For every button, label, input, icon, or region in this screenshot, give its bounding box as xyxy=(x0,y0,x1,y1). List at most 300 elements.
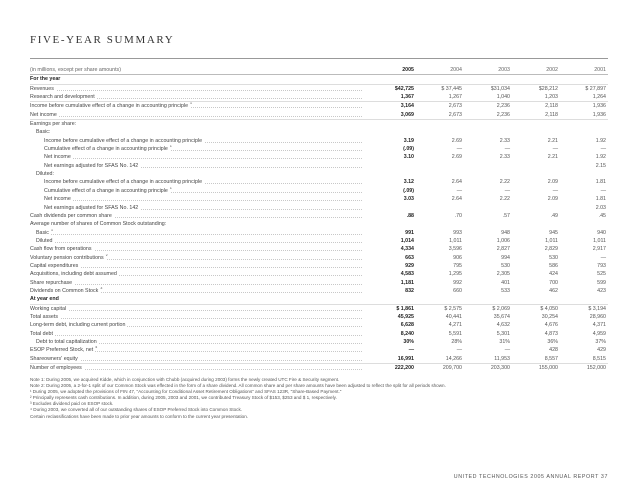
cell-value: 3,164 xyxy=(400,103,414,110)
cell-value: $ 1,861 xyxy=(396,305,414,312)
cell-value: 45,925 xyxy=(397,313,414,320)
cell-value: 1,011 xyxy=(449,237,462,244)
row-label-text: Diluted xyxy=(30,238,55,244)
cell-value xyxy=(368,75,416,84)
row-label-text: Cumulative effect of a change in accounting principle xyxy=(30,188,170,194)
cell-value: 424 xyxy=(549,271,558,278)
row-label-text: Net earnings adjusted for SFAS No. 142 xyxy=(30,205,140,211)
cell-value: 945 xyxy=(549,229,558,236)
cell-value xyxy=(560,128,608,136)
cell-value: 2.15 xyxy=(595,162,606,169)
cell-value: 2.21 xyxy=(547,154,558,161)
cell-value: 1,014 xyxy=(400,237,414,244)
cell-value: 429 xyxy=(597,347,606,354)
table-row xyxy=(30,330,608,338)
row-label-text: Research and development xyxy=(30,94,95,101)
footnote: ¹ During 2005, we adopted the provisions of FIN 47, "Accounting for Conditional Asset Retirement Obligations" and SFAS 123R, "Share-Based Payment." xyxy=(30,389,342,395)
cell-value: 2,829 xyxy=(544,246,558,253)
cell-value xyxy=(416,170,464,178)
row-label xyxy=(30,93,368,102)
cell-value xyxy=(416,75,464,84)
cell-value xyxy=(416,120,464,129)
table-row xyxy=(30,178,608,186)
footnotes xyxy=(30,377,608,420)
table-row xyxy=(30,145,608,153)
footnote-marker: 1 xyxy=(169,186,172,191)
cell-value: 6,628 xyxy=(400,322,414,329)
row-label-text: Earnings per share: xyxy=(30,121,77,128)
cell-value: 40,441 xyxy=(445,313,462,320)
cell-value: $42,725 xyxy=(394,85,414,92)
cell-value: 2.22 xyxy=(499,196,510,203)
row-label-text: Income before cumulative effect of a change in accounting principle xyxy=(30,138,204,144)
cell-value: 4,676 xyxy=(544,322,558,329)
cell-value: $28,212 xyxy=(538,85,558,92)
row-label-text: Acquisitions, including debt assumed xyxy=(30,271,117,278)
footnote-marker: 4 xyxy=(95,346,98,350)
cell-value: 1.81 xyxy=(595,196,606,203)
cell-value xyxy=(464,128,512,136)
row-label-text: Total assets xyxy=(30,313,58,320)
cell-value: 209,700 xyxy=(442,365,462,372)
cell-value: 993 xyxy=(453,229,462,236)
cell-value: — xyxy=(504,347,510,354)
cell-value xyxy=(464,162,512,170)
cell-value: 30% xyxy=(403,339,414,345)
table-row xyxy=(30,279,608,287)
table-row xyxy=(30,162,608,170)
row-label xyxy=(30,137,368,145)
cell-value: 4,583 xyxy=(400,271,414,278)
cell-value xyxy=(464,75,512,84)
cell-value: $ 27,897 xyxy=(585,85,606,92)
row-label xyxy=(30,313,368,321)
table-row xyxy=(30,195,608,203)
table-row xyxy=(30,287,608,295)
row-label xyxy=(30,295,368,304)
cell-value: .70 xyxy=(454,212,462,219)
cell-value: — xyxy=(408,347,414,354)
cell-value: 1,264 xyxy=(560,93,608,102)
cell-value: 2.69 xyxy=(451,154,462,161)
table-row xyxy=(30,170,608,178)
cell-value: 2,305 xyxy=(496,271,510,278)
cell-value xyxy=(560,75,608,84)
row-label xyxy=(30,237,368,245)
cell-value xyxy=(416,204,464,212)
row-label xyxy=(30,355,368,364)
footnote: Note 2: During 2005, a 2-for-1 split of our Common Stock was effected in the form of a share dividend. All common share and per share amounts have been adjusted to reflect the split for all periods shown. xyxy=(30,383,446,389)
cell-value: 2.21 xyxy=(547,137,558,144)
cell-value: 1,006 xyxy=(496,237,510,244)
cell-value: 1,936 xyxy=(560,111,608,120)
cell-value: 663 xyxy=(405,254,414,261)
table-row xyxy=(30,220,608,228)
cell-value: $ 37,445 xyxy=(441,85,462,92)
row-label xyxy=(30,304,368,313)
cell-value: 1,367 xyxy=(368,93,416,102)
cell-value: 660 xyxy=(453,287,462,294)
cell-value: 2.22 xyxy=(499,179,510,186)
cell-value xyxy=(512,170,560,178)
cell-value: — xyxy=(552,187,558,194)
cell-value: 599 xyxy=(597,279,606,286)
footnote-marker: 2 xyxy=(105,253,108,257)
cell-value: 35,674 xyxy=(493,313,510,320)
row-label xyxy=(30,287,368,295)
cell-value: (.09) xyxy=(403,146,414,153)
cell-value: 11,953 xyxy=(464,355,512,364)
cell-value: 428 xyxy=(549,347,558,354)
footnote-marker: 3 xyxy=(100,286,103,291)
table-row xyxy=(30,153,608,161)
cell-value xyxy=(512,295,560,304)
row-label-text: For the year xyxy=(30,76,61,83)
cell-value xyxy=(560,120,608,129)
cell-value: 3.10 xyxy=(403,154,414,161)
cell-value: 3.12 xyxy=(403,179,414,186)
cell-value xyxy=(416,295,464,304)
table-row xyxy=(30,204,608,212)
cell-value: 3.03 xyxy=(403,196,414,203)
row-label-text: Income before cumulative effect of a change in accounting principle xyxy=(30,179,204,185)
year-header: 2001 xyxy=(560,66,608,75)
cell-value: 991 xyxy=(405,229,414,236)
cell-value xyxy=(464,120,512,129)
cell-value: 992 xyxy=(453,279,462,286)
cell-value xyxy=(512,162,560,170)
cell-value: 3,596 xyxy=(448,246,462,253)
row-label xyxy=(30,102,368,111)
row-label-text: Total debt xyxy=(30,330,53,337)
cell-value: .49 xyxy=(550,212,558,219)
row-label-text: Working capital xyxy=(30,305,67,312)
section-header-row xyxy=(30,75,608,84)
cell-value: 1,011 xyxy=(593,237,606,244)
cell-value: 2,236 xyxy=(464,111,512,120)
cell-value: 1,040 xyxy=(464,93,512,102)
cell-value: 16,991 xyxy=(368,355,416,364)
table-row xyxy=(30,102,608,111)
row-label xyxy=(30,178,368,186)
cell-value: 2.33 xyxy=(499,137,510,144)
cell-value: (.09) xyxy=(403,187,414,194)
cell-value: 14,266 xyxy=(416,355,464,364)
cell-value: 1,011 xyxy=(545,237,558,244)
cell-value: 31% xyxy=(499,339,510,345)
row-label-text: Number of employees xyxy=(30,365,82,372)
cell-value xyxy=(512,75,560,84)
cell-value xyxy=(464,295,512,304)
row-label xyxy=(30,254,368,262)
table-body xyxy=(30,75,608,373)
cell-value xyxy=(512,128,560,136)
row-label xyxy=(30,262,368,270)
cell-value: 462 xyxy=(549,287,558,294)
row-label-text: Net earnings adjusted for SFAS No. 142 xyxy=(30,163,140,169)
cell-value: 2,236 xyxy=(496,103,510,110)
cell-value: 222,200 xyxy=(394,365,414,372)
cell-value: 3,069 xyxy=(368,111,416,120)
cell-value: 586 xyxy=(549,262,558,269)
cell-value: 929 xyxy=(405,262,414,269)
row-label-text: Basic: xyxy=(30,129,52,135)
row-label-text: Voluntary pension contributions xyxy=(30,254,104,261)
row-label xyxy=(30,364,368,373)
table-row xyxy=(30,128,608,136)
cell-value xyxy=(368,295,416,304)
cell-value: — xyxy=(600,254,606,261)
cell-value: 530 xyxy=(501,262,510,269)
cell-value: 795 xyxy=(453,262,462,269)
five-year-summary-table xyxy=(30,66,608,372)
cell-value xyxy=(560,220,608,228)
cell-value: 4,271 xyxy=(448,322,462,329)
row-label xyxy=(30,162,368,170)
cell-value xyxy=(464,220,512,228)
row-label xyxy=(30,128,368,136)
cell-value: 2.69 xyxy=(451,137,462,144)
row-label-text: Debt to total capitalization xyxy=(30,339,99,345)
cell-value: 4,334 xyxy=(400,246,414,253)
cell-value: 1,936 xyxy=(592,103,606,110)
section-header-row xyxy=(30,295,608,304)
page-footer: UNITED TECHNOLOGIES 2005 ANNUAL REPORT 37 xyxy=(453,474,608,480)
cell-value: 1.81 xyxy=(595,179,606,186)
table-row xyxy=(30,254,608,262)
row-label-text: Cash flow from operations xyxy=(30,246,92,253)
cell-value xyxy=(416,162,464,170)
row-label xyxy=(30,120,368,129)
table-row xyxy=(30,364,608,373)
cell-value: 3.19 xyxy=(403,137,414,144)
cell-value: $ 4,050 xyxy=(540,305,558,312)
cell-value: 37% xyxy=(595,339,606,345)
row-label xyxy=(30,338,368,346)
cell-value: 793 xyxy=(597,262,606,269)
table-row xyxy=(30,229,608,237)
row-label-text: ESOP Preferred Stock, net xyxy=(30,347,94,354)
cell-value xyxy=(368,204,416,212)
table-row xyxy=(30,212,608,220)
cell-value xyxy=(368,220,416,228)
row-label-text: Share repurchase xyxy=(30,279,73,286)
cell-value: 940 xyxy=(597,229,606,236)
row-label xyxy=(30,330,368,338)
cell-value: .45 xyxy=(598,212,606,219)
cell-value xyxy=(368,162,416,170)
cell-value: $ 2,575 xyxy=(444,305,462,312)
cell-value: — xyxy=(504,187,510,194)
cell-value xyxy=(416,220,464,228)
footnote: ² Principally represents cash contributions. In addition, during 2005, 2003 and 2001, we contributed Treasury Stock of $153, $253 and $ 1, respectively. xyxy=(30,395,337,401)
cell-value xyxy=(464,170,512,178)
cell-value xyxy=(512,204,560,212)
cell-value: 401 xyxy=(501,279,510,286)
cell-value: 2.09 xyxy=(547,196,558,203)
cell-value: 1,295 xyxy=(448,271,462,278)
row-label-text: Shareowners' equity xyxy=(30,355,78,362)
cell-value: 2,917 xyxy=(592,246,606,253)
table-row xyxy=(30,120,608,129)
cell-value: 1.92 xyxy=(595,137,606,144)
cell-value: 28% xyxy=(451,339,462,345)
footnote: ⁴ During 2003, we converted all of our outstanding shares of ESOP Preferred Stock into Common Stock. xyxy=(30,407,243,413)
row-label xyxy=(30,321,368,329)
table-header-row xyxy=(30,66,608,75)
table-row xyxy=(30,262,608,270)
cell-value: 1,203 xyxy=(512,93,560,102)
cell-value: 4,632 xyxy=(496,322,510,329)
table-row xyxy=(30,313,608,321)
cell-value: .57 xyxy=(502,212,510,219)
table-row xyxy=(30,111,608,120)
cell-value: 2,118 xyxy=(545,103,558,110)
footnote: Certain reclassifications have been made to prior year amounts to conform to the current year presentation. xyxy=(30,413,249,419)
row-label xyxy=(30,346,368,354)
cell-value: 2,673 xyxy=(416,111,464,120)
year-header: 2004 xyxy=(416,66,464,75)
row-label xyxy=(30,170,368,178)
row-label xyxy=(30,245,368,253)
cell-value: 906 xyxy=(453,254,462,261)
row-label xyxy=(30,220,368,228)
cell-value: 533 xyxy=(501,287,510,294)
cell-value: 8,515 xyxy=(560,355,608,364)
cell-value: 5,591 xyxy=(448,330,462,337)
title-rule xyxy=(30,58,608,59)
cell-value: $31,034 xyxy=(490,85,510,92)
cell-value: 2.03 xyxy=(595,204,606,211)
row-label xyxy=(30,212,368,220)
cell-value: 30,254 xyxy=(541,313,558,320)
cell-value: 700 xyxy=(549,279,558,286)
row-label-text: Long-term debt, including current portion xyxy=(30,322,126,329)
cell-value: 4,959 xyxy=(592,330,606,337)
cell-value: 155,000 xyxy=(538,365,558,372)
cell-value: 2,118 xyxy=(512,111,560,120)
table-row xyxy=(30,338,608,346)
cell-value: 1.92 xyxy=(595,154,606,161)
cell-value: — xyxy=(504,146,510,153)
row-label-text: Revenues xyxy=(30,85,54,92)
cell-value xyxy=(368,128,416,136)
cell-value xyxy=(464,204,512,212)
cell-value: 525 xyxy=(597,271,606,278)
cell-value: 5,301 xyxy=(496,330,510,337)
row-label-text: At year end xyxy=(30,296,59,303)
row-label-text: Income before cumulative effect of a change in accounting principle xyxy=(30,103,189,110)
row-label xyxy=(30,195,368,203)
table-row xyxy=(30,187,608,195)
table-row xyxy=(30,93,608,102)
row-label xyxy=(30,153,368,161)
cell-value: 2,827 xyxy=(496,246,510,253)
footnote: Note 1: During 2005, we acquired Kidde, which in conjunction with Chubb (acquired during 2003) forms the newly created UTC Fire & Security segment. xyxy=(30,377,340,382)
table-row xyxy=(30,137,608,145)
cell-value: 8,557 xyxy=(512,355,560,364)
table-row xyxy=(30,346,608,354)
cell-value: $ 3,194 xyxy=(588,305,606,312)
row-label-text: Net income xyxy=(30,111,57,118)
cell-value: 2.09 xyxy=(547,179,558,186)
cell-value: 948 xyxy=(501,229,510,236)
row-label xyxy=(30,279,368,287)
row-label-text: Cash dividends per common share xyxy=(30,212,112,219)
row-label-text: Net income xyxy=(30,196,73,202)
row-label xyxy=(30,270,368,278)
row-label xyxy=(30,204,368,212)
row-label-text: Capital expenditures xyxy=(30,262,79,269)
cell-value: 423 xyxy=(597,287,606,294)
cell-value: — xyxy=(552,146,558,153)
cell-value xyxy=(416,128,464,136)
row-label-text: Dividends on Common Stock xyxy=(30,287,99,294)
cell-value: 1,181 xyxy=(400,279,414,286)
row-label xyxy=(30,229,368,237)
cell-value: 832 xyxy=(405,287,414,294)
row-label-text: Diluted: xyxy=(30,171,56,177)
cell-value: 36% xyxy=(547,339,558,345)
footnote-marker: 1 xyxy=(169,145,172,149)
cell-value: 8,240 xyxy=(400,330,414,337)
cell-value: 28,960 xyxy=(589,313,606,320)
table-row xyxy=(30,321,608,329)
row-label xyxy=(30,111,368,120)
table-row xyxy=(30,355,608,364)
footnote-marker: 1 xyxy=(50,228,53,232)
cell-value xyxy=(560,170,608,178)
table-row xyxy=(30,270,608,278)
cell-value: — xyxy=(456,347,462,354)
row-label-text: Cumulative effect of a change in accounting principle xyxy=(30,146,170,152)
cell-value xyxy=(368,120,416,129)
year-header: 2002 xyxy=(512,66,560,75)
cell-value: — xyxy=(456,146,462,153)
footnote-marker: 1 xyxy=(190,101,192,106)
cell-value: — xyxy=(456,187,462,194)
cell-value: 203,300 xyxy=(490,365,510,372)
cell-value xyxy=(560,295,608,304)
cell-value: 152,000 xyxy=(586,365,606,372)
row-label-text: Net income xyxy=(30,154,73,160)
cell-value: 2,673 xyxy=(448,103,462,110)
cell-value: 994 xyxy=(501,254,510,261)
cell-value: 4,371 xyxy=(592,322,606,329)
cell-value: 2.64 xyxy=(451,196,462,203)
cell-value: 530 xyxy=(549,254,558,261)
row-label xyxy=(30,84,368,93)
cell-value xyxy=(512,220,560,228)
table-row xyxy=(30,304,608,313)
table-row xyxy=(30,245,608,253)
footnote: ³ Excludes dividend paid on ESOP stock. xyxy=(30,401,114,407)
header-label: (in millions, except per share amounts) xyxy=(30,66,368,75)
cell-value: — xyxy=(600,146,606,153)
year-header: 2003 xyxy=(464,66,512,75)
year-header: 2005 xyxy=(368,66,416,75)
row-label xyxy=(30,145,368,153)
cell-value: 1,267 xyxy=(416,93,464,102)
cell-value xyxy=(512,120,560,129)
row-label xyxy=(30,75,368,84)
cell-value: — xyxy=(600,187,606,194)
cell-value xyxy=(368,170,416,178)
page-title: FIVE-YEAR SUMMARY xyxy=(30,34,175,46)
cell-value: 2.64 xyxy=(451,179,462,186)
cell-value: 2.33 xyxy=(499,154,510,161)
table-row xyxy=(30,237,608,245)
